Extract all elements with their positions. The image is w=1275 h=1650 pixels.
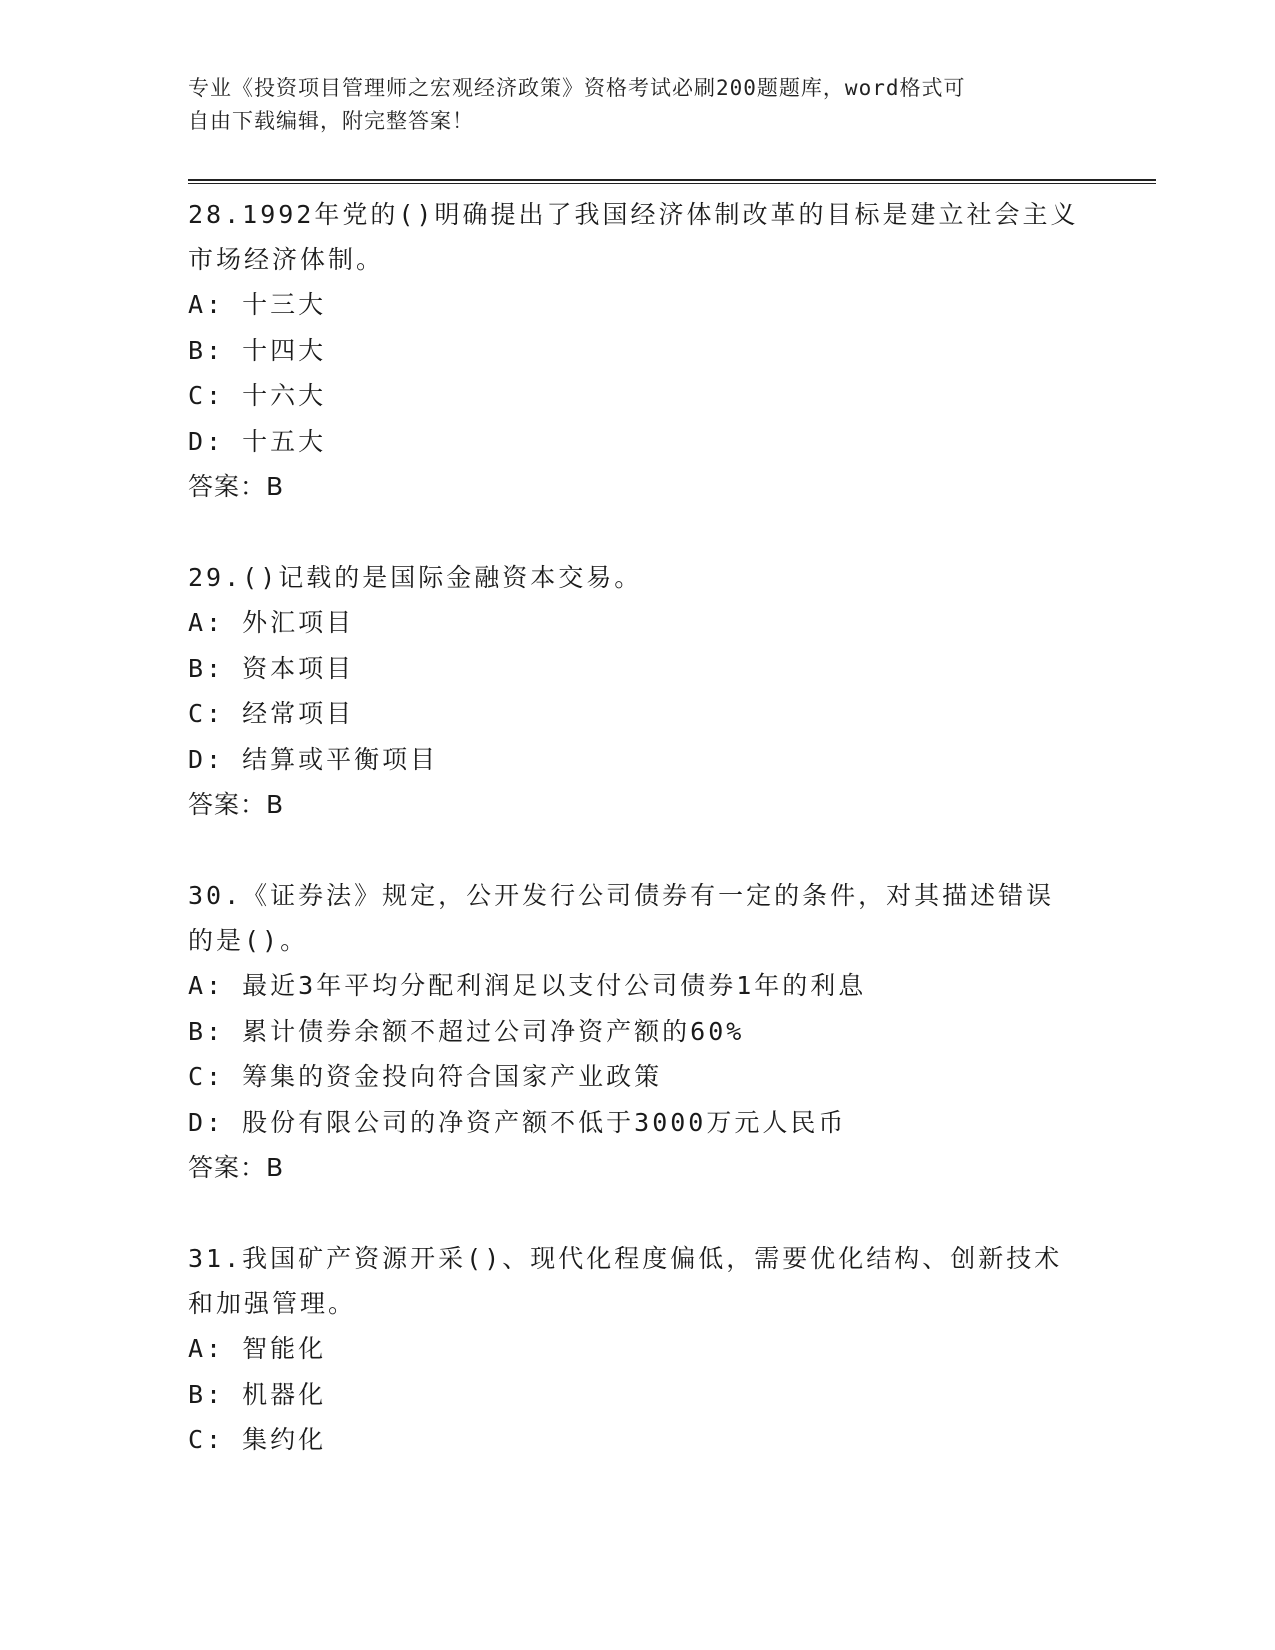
question-stem-continued: 和加强管理。 bbox=[188, 1289, 357, 1318]
option-a: A: 最近3年平均分配利润足以支付公司债券1年的利息 bbox=[188, 971, 867, 1000]
option-a: A: 智能化 bbox=[188, 1334, 327, 1363]
answer-line: 答案：B bbox=[188, 1153, 285, 1182]
question-30 bbox=[188, 873, 1088, 1190]
option-c: C: 十六大 bbox=[188, 381, 327, 410]
document-header bbox=[188, 72, 1068, 138]
option-d: D: 十五大 bbox=[188, 426, 327, 456]
answer-line: 答案：B bbox=[188, 472, 285, 501]
option-c: C: 筹集的资金投向符合国家产业政策 bbox=[188, 1062, 663, 1091]
header-divider bbox=[188, 179, 1156, 184]
option-b: B: 资本项目 bbox=[188, 653, 355, 683]
option-b: B: 机器化 bbox=[188, 1379, 327, 1409]
option-b: B: 累计债券余额不超过公司净资产额的60% bbox=[188, 1016, 745, 1046]
option-a: A: 外汇项目 bbox=[188, 608, 355, 637]
question-31 bbox=[188, 1236, 1088, 1463]
option-b: B: 十四大 bbox=[188, 335, 327, 365]
question-list bbox=[188, 192, 1088, 1509]
option-d: D: 结算或平衡项目 bbox=[188, 744, 439, 774]
question-stem: 30.《证券法》规定，公开发行公司债券有一定的条件，对其描述错误 bbox=[188, 881, 1055, 910]
question-29 bbox=[188, 555, 1088, 827]
answer-line: 答案：B bbox=[188, 790, 285, 819]
question-stem-continued: 的是()。 bbox=[188, 926, 309, 955]
question-stem: 29.()记载的是国际金融资本交易。 bbox=[188, 563, 643, 592]
option-c: C: 集约化 bbox=[188, 1425, 327, 1454]
header-line-2: 自由下载编辑，附完整答案！ bbox=[188, 109, 474, 133]
option-a: A: 十三大 bbox=[188, 290, 327, 319]
question-stem: 31.我国矿产资源开采()、现代化程度偏低，需要优化结构、创新技术 bbox=[188, 1244, 1063, 1273]
option-c: C: 经常项目 bbox=[188, 699, 355, 728]
header-line-1: 专业《投资项目管理师之宏观经济政策》资格考试必刷200题题库，word格式可 bbox=[188, 76, 966, 100]
question-stem: 28.1992年党的()明确提出了我国经济体制改革的目标是建立社会主义 bbox=[188, 200, 1079, 229]
option-d: D: 股份有限公司的净资产额不低于3000万元人民币 bbox=[188, 1107, 847, 1137]
question-28 bbox=[188, 192, 1088, 509]
question-stem-continued: 市场经济体制。 bbox=[188, 245, 385, 274]
